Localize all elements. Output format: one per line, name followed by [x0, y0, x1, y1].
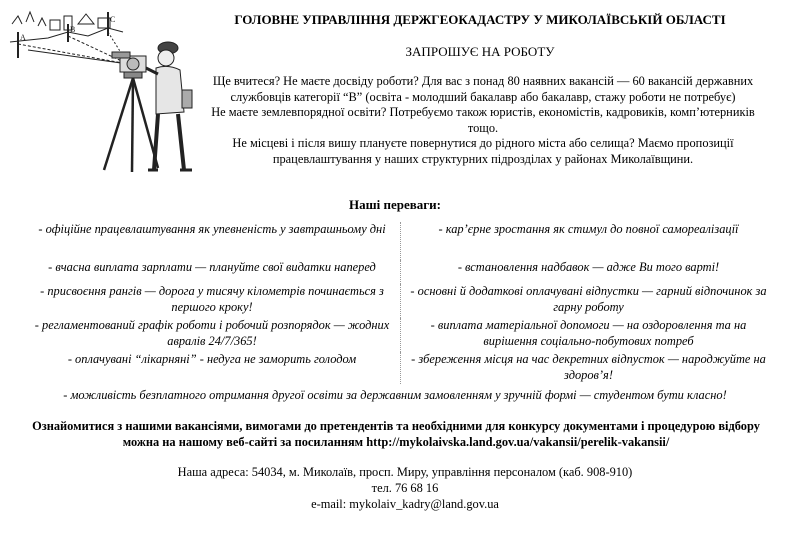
svg-text:B: B — [70, 25, 76, 34]
advantage-item: - встановлення надбавок — адже Ви того варті! — [400, 260, 772, 284]
advantage-item: - вчасна виплата зарплати — плануйте свої видатки наперед — [48, 260, 376, 274]
vacancies-info: Ознайомитися з нашими вакансіями, вимогами до претендентів та необхідними для конкурсу документами і процедурою відбору можна на нашому веб-сайті за посиланням http://mykolaivska.land.gov.ua/vakansii/perelik-vakansii/ — [32, 419, 760, 449]
advantage-item: - кар’єрне зростання як стимул до повної самореалізації — [400, 222, 772, 260]
svg-text:C: C — [110, 15, 116, 24]
advantages-row — [28, 352, 772, 384]
advantage-item: - офіційне працевлаштування як упевненість у завтрашньому дні — [38, 222, 386, 236]
intro-text — [196, 74, 770, 167]
advantage-item-full: - можливість безплатного отримання другої освіти за державним замовленням у зручній формі — студентом бути класно! — [63, 388, 727, 402]
advantages-table — [28, 222, 772, 384]
surveyor-with-theodolite-icon — [8, 2, 200, 178]
advantage-item: - основні й додаткові оплачувані відпустки — гарний відпочинок за гарну роботу — [400, 284, 772, 318]
advantages-row — [28, 284, 772, 318]
advantage-item: - виплата матеріальної допомоги — на оздоровлення та на вирішення соціально-побутових потреб — [400, 318, 772, 352]
advantages-row — [28, 222, 772, 260]
intro-paragraph: Ще вчитеся? Не маєте досвіду роботи? Для вас з понад 80 наявних вакансій — 60 вакансій державних службовців категорії “В” (освіта - молодший бакалавр або бакалавр, стажу роботи не потребує) — [212, 74, 754, 104]
contact-phone: тел. 76 68 16 — [371, 481, 439, 495]
svg-text:A: A — [20, 33, 26, 42]
contacts — [100, 464, 710, 512]
advantages-heading: Наші переваги: — [349, 197, 441, 212]
intro-paragraph: Не місцеві і після вишу плануєте повернутися до рідного міста або селища? Маємо пропозиції працевлаштування у наших структурних підрозділах у районах Миколаївщини. — [232, 136, 734, 166]
advantage-item: - присвоєння рангів — дорога у тисячу кілометрів починається з першого кроку! — [40, 284, 384, 314]
intro-paragraph: Не маєте землевпорядної освіти? Потребуємо також юристів, економістів, кадровиків, комп’ютерників тощо. — [211, 105, 755, 135]
page-title: ГОЛОВНЕ УПРАВЛІННЯ ДЕРЖГЕОКАДАСТРУ У МИКОЛАЇВСЬКІЙ ОБЛАСТІ — [234, 12, 726, 27]
advantages-row — [28, 318, 772, 352]
advantage-item: - збереження місця на час декретних відпусток — народжуйте на здоров’я! — [400, 352, 772, 384]
advantage-item: - регламентований графік роботи і робочий розпорядок — жодних авралів 24/7/365! — [34, 318, 390, 348]
contact-address: Наша адреса: 54034, м. Миколаїв, просп. Миру, управління персоналом (каб. 908-910) — [177, 465, 633, 479]
advantages-row — [28, 260, 772, 284]
contact-email: e-mail: mykolaiv_kadry@land.gov.ua — [311, 497, 499, 511]
page-subtitle: ЗАПРОШУЄ НА РОБОТУ — [405, 44, 555, 59]
advantage-item: - оплачувані “лікарняні” - недуга не заморить голодом — [67, 352, 357, 366]
